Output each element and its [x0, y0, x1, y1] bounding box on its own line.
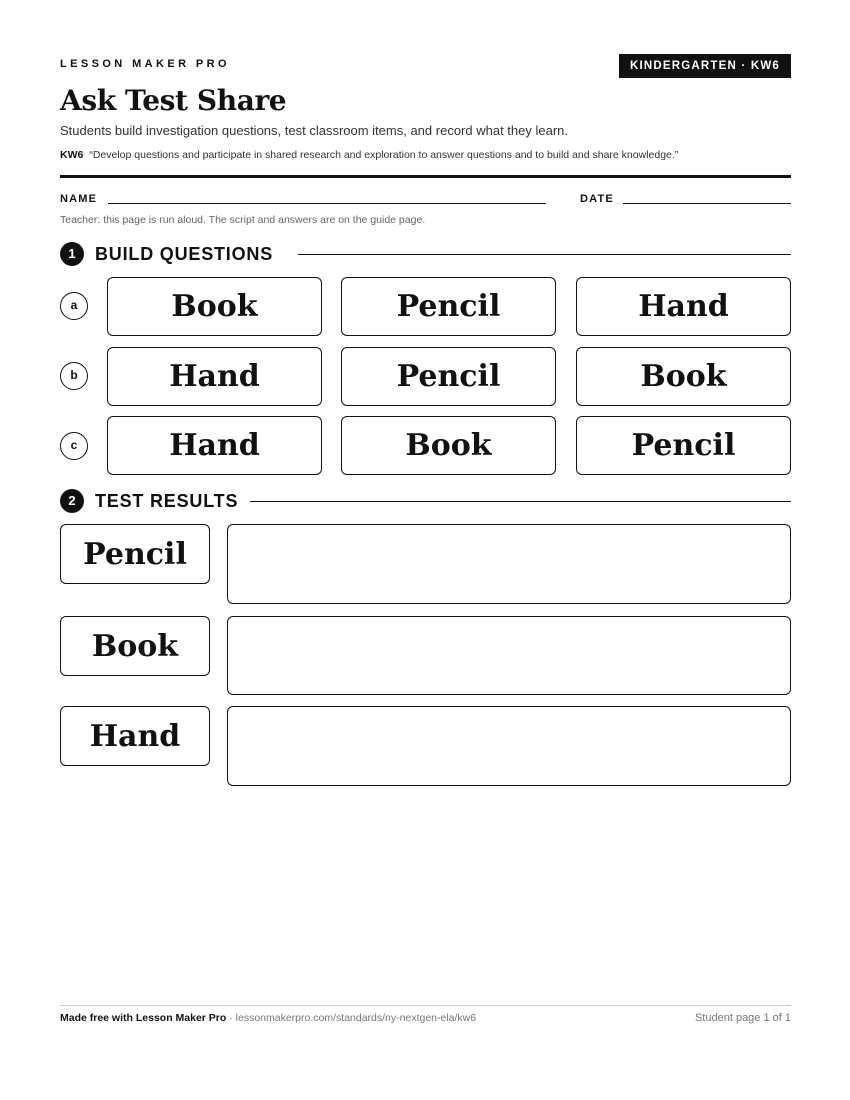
- header-divider: [60, 175, 791, 178]
- row-letter-b: b: [60, 362, 88, 390]
- name-label: NAME: [60, 193, 98, 205]
- section-divider: [298, 254, 791, 255]
- answer-box[interactable]: [227, 616, 791, 695]
- word-card[interactable]: Pencil: [341, 277, 556, 336]
- standard-code: KW6: [60, 149, 84, 161]
- section-test-results-header: [60, 489, 791, 513]
- section-number-badge: 2: [60, 489, 84, 513]
- footer-separator: ·: [226, 1012, 236, 1024]
- section-build-questions-header: [60, 242, 791, 266]
- page-title: Ask Test Share: [60, 84, 287, 117]
- row-letter-c: c: [60, 432, 88, 460]
- footer-credit: [60, 1012, 476, 1024]
- worksheet-page: [60, 0, 791, 1100]
- section-divider: [250, 501, 791, 502]
- grade-badge: KINDERGARTEN · KW6: [619, 54, 791, 78]
- word-card[interactable]: Book: [576, 347, 791, 406]
- result-item-card: Hand: [60, 706, 210, 766]
- brand-wordmark: LESSON MAKER PRO: [60, 58, 230, 70]
- word-card[interactable]: Hand: [107, 416, 322, 475]
- section-number-badge: 1: [60, 242, 84, 266]
- row-letter-a: a: [60, 292, 88, 320]
- word-card[interactable]: Pencil: [576, 416, 791, 475]
- teacher-note: Teacher: this page is run aloud. The script and answers are on the guide page.: [60, 214, 426, 226]
- word-card[interactable]: Pencil: [341, 347, 556, 406]
- date-field[interactable]: [623, 203, 791, 204]
- standard-line: [60, 149, 678, 161]
- date-label: DATE: [580, 193, 614, 205]
- word-card[interactable]: Book: [107, 277, 322, 336]
- word-card[interactable]: Book: [341, 416, 556, 475]
- footer-page-number: Student page 1 of 1: [694, 1012, 791, 1024]
- section-title: TEST RESULTS: [95, 491, 239, 511]
- footer-made-with: Made free with Lesson Maker Pro: [60, 1012, 227, 1024]
- footer-url[interactable]: lessonmakerpro.com/standards/ny-nextgen-ela/kw6: [235, 1012, 477, 1024]
- answer-box[interactable]: [227, 524, 791, 604]
- footer-divider: [60, 1005, 791, 1006]
- word-card[interactable]: Hand: [576, 277, 791, 336]
- result-item-card: Book: [60, 616, 210, 676]
- section-title: BUILD QUESTIONS: [95, 244, 274, 264]
- word-card[interactable]: Hand: [107, 347, 322, 406]
- answer-box[interactable]: [227, 706, 791, 786]
- name-field[interactable]: [108, 203, 546, 204]
- page-subtitle: Students build investigation questions, test classroom items, and record what they learn.: [60, 123, 568, 138]
- standard-text: “Develop questions and participate in shared research and exploration to answer questions and to build and share knowledge.”: [89, 149, 679, 161]
- result-item-card: Pencil: [60, 524, 210, 584]
